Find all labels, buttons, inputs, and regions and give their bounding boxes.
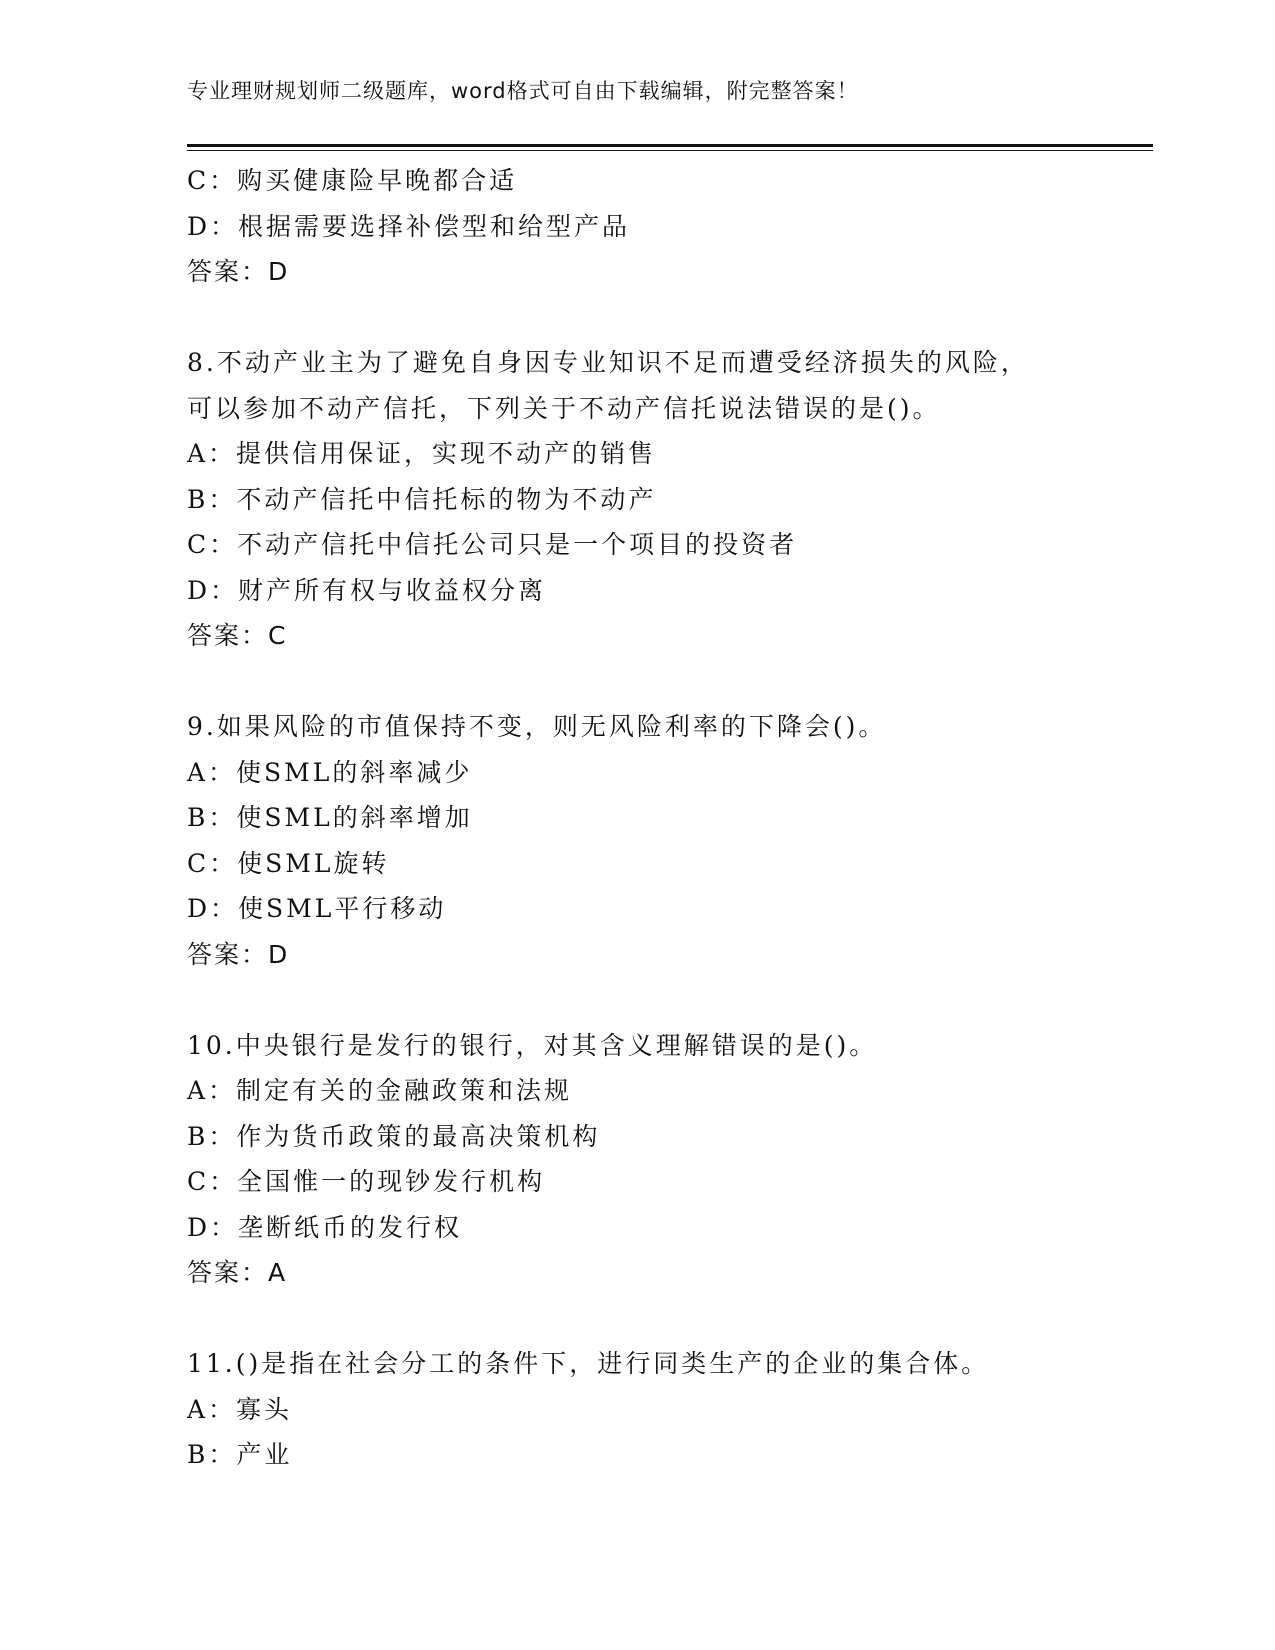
option-a: A：制定有关的金融政策和法规 bbox=[187, 1076, 573, 1105]
question-block-7 bbox=[187, 158, 1147, 295]
page-header: 专业理财规划师二级题库，word格式可自由下载编辑，附完整答案！ bbox=[187, 79, 859, 103]
option-b: B：不动产信托中信托标的物为不动产 bbox=[187, 484, 657, 514]
option-d: D：财产所有权与收益权分离 bbox=[187, 575, 547, 605]
option-c: C：购买健康险早晚都合适 bbox=[187, 166, 518, 195]
question-stem: 11.()是指在社会分工的条件下，进行同类生产的企业的集合体。 bbox=[187, 1349, 990, 1378]
option-d: D：根据需要选择补偿型和给型产品 bbox=[187, 211, 631, 241]
option-a: A：提供信用保证，实现不动产的销售 bbox=[187, 439, 657, 468]
question-block-8 bbox=[187, 340, 1147, 659]
option-c: C：全国惟一的现钞发行机构 bbox=[187, 1167, 546, 1196]
question-content bbox=[187, 158, 1147, 1478]
question-block-9 bbox=[187, 704, 1147, 977]
spacer bbox=[187, 977, 1147, 1023]
header-divider-thick bbox=[187, 144, 1153, 147]
answer-line: 答案：D bbox=[187, 257, 290, 286]
option-d: D：使SML平行移动 bbox=[187, 894, 447, 923]
header-divider-thin bbox=[187, 150, 1153, 151]
question-block-11 bbox=[187, 1341, 1147, 1478]
answer-line: 答案：C bbox=[187, 621, 288, 650]
option-a: A：使SML的斜率减少 bbox=[187, 757, 473, 787]
question-stem-continued: 可以参加不动产信托，下列关于不动产信托说法错误的是()。 bbox=[187, 393, 941, 423]
question-stem: 9.如果风险的市值保持不变，则无风险利率的下降会()。 bbox=[187, 712, 887, 741]
spacer bbox=[187, 295, 1147, 341]
option-b: B：作为货币政策的最高决策机构 bbox=[187, 1121, 601, 1151]
option-b: B：产业 bbox=[187, 1440, 293, 1469]
question-block-10 bbox=[187, 1023, 1147, 1296]
option-a: A：寡头 bbox=[187, 1394, 293, 1424]
spacer bbox=[187, 659, 1147, 705]
option-c: C：不动产信托中信托公司只是一个项目的投资者 bbox=[187, 530, 798, 559]
answer-line: 答案：D bbox=[187, 939, 290, 969]
option-d: D：垄断纸币的发行权 bbox=[187, 1212, 463, 1242]
question-stem: 8.不动产业主为了避免自身因专业知识不足而遭受经济损失的风险， bbox=[187, 348, 1029, 377]
option-c: C：使SML旋转 bbox=[187, 848, 390, 878]
option-b: B：使SML的斜率增加 bbox=[187, 803, 473, 832]
question-stem: 10.中央银行是发行的银行，对其含义理解错误的是()。 bbox=[187, 1030, 878, 1060]
spacer bbox=[187, 1296, 1147, 1342]
answer-line: 答案：A bbox=[187, 1258, 288, 1287]
